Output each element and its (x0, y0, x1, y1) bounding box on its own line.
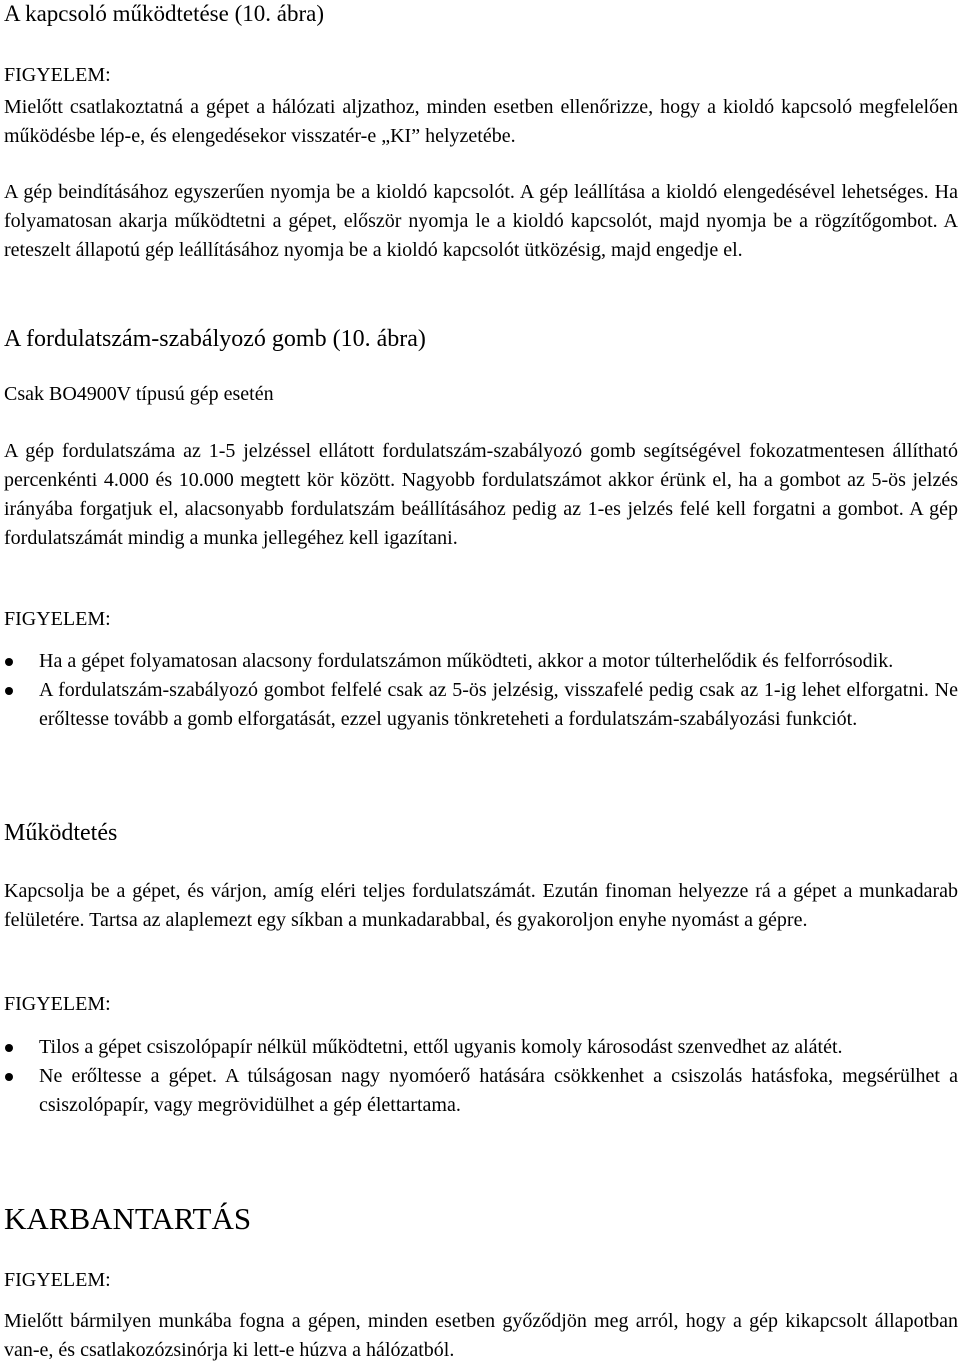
list-item (4, 1033, 958, 1062)
operation-warning-list (4, 1033, 958, 1120)
list-item-text: Ne erőltesse a gépet. A túlságosan nagy nyomóerő hatására csökkenhet a csiszolás hatásfoka, megsérülhet a csiszolópapír, vagy megrövidülhet a gép élettartama. (39, 1065, 958, 1116)
operation-body-text: Kapcsolja be a gépet, és várjon, amíg eléri teljes fordulatszámát. Ezután finoman helyezze rá a gépet a munkadarab felületére. Tartsa az alaplemezt egy síkban a munkadarabbal, és gyakoroljon enyhe nyomást a gépre. (4, 880, 958, 931)
list-item (4, 1062, 958, 1120)
speed-warning-label: FIGYELEM: (4, 608, 111, 630)
switch-section-title: A kapcsoló működtetése (10. ábra) (4, 1, 324, 26)
operation-warning-label: FIGYELEM: (4, 993, 111, 1015)
list-item (4, 676, 958, 734)
list-item (4, 647, 958, 676)
maintenance-body-text: Mielőtt bármilyen munkába fogna a gépen, minden esetben győződjön meg arról, hogy a gép kikapcsolt állapotban van-e, és csatlakozózsinórja ki lett-e húzva a hálózatból. (4, 1310, 958, 1361)
bullet-icon (5, 1073, 13, 1081)
switch-warning-label: FIGYELEM: (4, 64, 111, 86)
list-item-text: A fordulatszám-szabályozó gombot felfelé csak az 5-ös jelzésig, visszafelé pedig csak az 1-ig lehet elforgatni. Ne erőltesse tovább a gomb elforgatását, ezzel ugyanis tönkreteheti a fordulatszám-szabályozási funkciót. (39, 679, 958, 730)
speed-section-title: A fordulatszám-szabályozó gomb (10. ábra) (4, 326, 426, 352)
bullet-icon (5, 687, 13, 695)
speed-warning-list (4, 647, 958, 734)
maintenance-section-title: KARBANTARTÁS (4, 1201, 252, 1236)
bullet-icon (5, 658, 13, 666)
list-item-text: Ha a gépet folyamatosan alacsony fordulatszámon működteti, akkor a motor túlterhelődik és felforrósodik. (39, 650, 894, 672)
maintenance-warning-label: FIGYELEM: (4, 1269, 111, 1291)
operation-section-title: Működtetés (4, 820, 118, 846)
switch-body-text: A gép beindításához egyszerűen nyomja be a kioldó kapcsolót. A gép leállítása a kioldó elengedésével lehetséges. Ha folyamatosan akarja működtetni a gépet, először nyomja le a kioldó kapcsolót, majd nyomja be a rögzítőgombot. A reteszelt állapotú gép leállításához nyomja be a kioldó kapcsolót ütközésig, majd engedje el. (4, 181, 958, 261)
bullet-icon (5, 1044, 13, 1052)
switch-warning-text: Mielőtt csatlakoztatná a gépet a hálózati aljzathoz, minden esetben ellenőrizze, hogy a kioldó kapcsoló megfelelően működésbe lép-e, és elengedésekor visszatér-e „KI” helyzetébe. (4, 96, 958, 147)
speed-body-text: A gép fordulatszáma az 1-5 jelzéssel ellátott fordulatszám-szabályozó gomb segítségével fokozatmentesen állítható percenkénti 4.000 és 10.000 megtett kör között. Nagyobb fordulatszámot akkor érünk el, ha a gombot az 5-ös jelzés irányába forgatjuk el, alacsonyabb fordulatszám beállításához pedig az 1-es jelzés felé kell forgatni a gombot. A gép fordulatszámát mindig a munka jellegéhez kell igazítani. (4, 440, 958, 549)
list-item-text: Tilos a gépet csiszolópapír nélkül működtetni, ettől ugyanis komoly károsodást szenvedhet az alátét. (39, 1036, 843, 1058)
speed-section-subtitle: Csak BO4900V típusú gép esetén (4, 383, 274, 405)
